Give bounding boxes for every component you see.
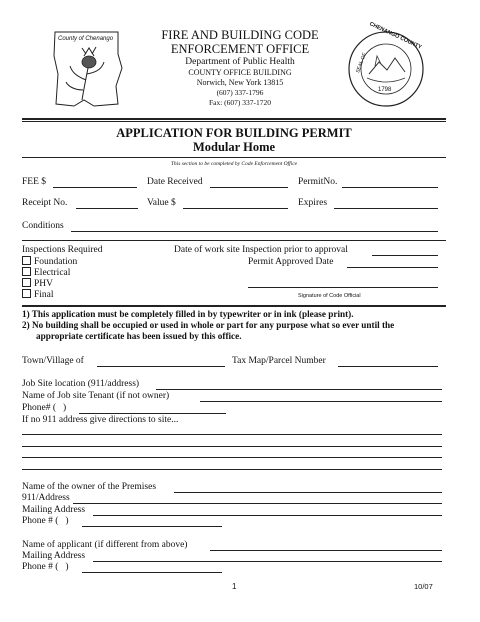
expires-label: Expires (298, 198, 328, 208)
town-label: Town/Village of (22, 356, 84, 366)
job-site-field[interactable] (156, 389, 442, 390)
phone-field[interactable] (79, 413, 226, 414)
phone3-field[interactable] (82, 572, 222, 573)
office-title-line2: ENFORCEMENT OFFICE (170, 42, 310, 56)
worksite-inspection-label: Date of work site Inspection prior to approval (174, 245, 348, 255)
form-title: APPLICATION FOR BUILDING PERMIT (116, 126, 352, 140)
checkbox-icon[interactable] (22, 289, 31, 298)
directions-line-4[interactable] (22, 469, 442, 470)
phone-number: (607) 337-1796 (216, 88, 264, 97)
revision-date: 10/07 (414, 582, 433, 591)
mailing2-label: Mailing Address (22, 551, 86, 561)
office-note: This section to be completed by Code Enforcement Office (170, 161, 298, 167)
receipt-no-label: Receipt No. (22, 198, 68, 208)
city-address: Norwich, New York 13815 (196, 78, 284, 87)
seal-year: 1798 (378, 87, 392, 93)
fax-number: Fax: (607) 337-1720 (208, 98, 272, 107)
applicant-label: Name of applicant (if different from above) (22, 540, 188, 550)
expires-field[interactable] (334, 208, 438, 209)
county-map-label: County of Chenango (58, 36, 114, 42)
tax-map-label: Tax Map/Parcel Number (232, 356, 326, 366)
mailing2-field[interactable] (93, 561, 442, 562)
worksite-inspection-field[interactable] (372, 255, 438, 256)
tenant-label: Name of Job site Tenant (if not owner) (22, 391, 170, 401)
fee-label: FEE $ (22, 177, 47, 187)
office-title-line1: FIRE AND BUILDING CODE (161, 28, 319, 42)
header-divider (22, 118, 446, 120)
permit-no-field[interactable] (342, 187, 438, 188)
seal-prefix: SEAL OF (355, 52, 368, 74)
conditions-field[interactable] (71, 231, 438, 232)
job-site-label: Job Site location (911/address) (22, 379, 140, 389)
department-name: Department of Public Health (185, 57, 295, 67)
inspections-label: Inspections Required (22, 245, 103, 255)
instruction-2: 2) No building shall be occupied or used in whole or part for any purpose what so ever until the (22, 320, 395, 330)
permit-no-label: PermitNo. (298, 177, 338, 187)
town-field[interactable] (97, 366, 225, 367)
inspection-phv[interactable]: PHV (22, 278, 53, 289)
address911-field[interactable] (73, 503, 442, 504)
date-received-field[interactable] (210, 187, 288, 188)
owner-label: Name of the owner of the Premises (22, 482, 157, 492)
mailing-label: Mailing Address (22, 505, 86, 515)
county-seal (347, 21, 425, 108)
owner-field[interactable] (174, 492, 442, 493)
directions-line-1[interactable] (22, 434, 442, 435)
phone-label: Phone# ( ) (22, 403, 67, 413)
checkbox-icon[interactable] (22, 256, 31, 265)
date-received-label: Date Received (147, 177, 203, 187)
value-label: Value $ (147, 198, 176, 208)
phone3-label: Phone # ( ) (22, 562, 69, 572)
phone2-label: Phone # ( ) (22, 516, 69, 526)
directions-line-2[interactable] (22, 446, 442, 447)
inspection-electrical[interactable]: Electrical (22, 267, 70, 278)
tenant-field[interactable] (200, 401, 442, 402)
building-name: COUNTY OFFICE BUILDING (188, 68, 292, 77)
county-map-logo (52, 28, 124, 110)
directions-label: If no 911 address give directions to site... (22, 415, 179, 425)
checkbox-icon[interactable] (22, 278, 31, 287)
instruction-1: 1) This application must be completely filled in by typewriter or in ink (please print). (22, 309, 354, 319)
checkbox-icon[interactable] (22, 267, 31, 276)
directions-line-3[interactable] (22, 457, 442, 458)
inspection-final[interactable]: Final (22, 289, 54, 300)
receipt-no-field[interactable] (76, 208, 138, 209)
applicant-field[interactable] (210, 550, 442, 551)
form-subtitle: Modular Home (192, 140, 276, 154)
page-number: 1 (232, 582, 237, 591)
seal-text: CHENANGO COUNTY (368, 21, 423, 51)
tax-map-field[interactable] (338, 366, 438, 367)
signature-label: Signature of Code Official (298, 293, 361, 299)
conditions-label: Conditions (22, 221, 64, 231)
value-field[interactable] (183, 208, 288, 209)
inspection-foundation[interactable]: Foundation (22, 256, 77, 267)
permit-approved-field[interactable] (347, 267, 438, 268)
mailing-field[interactable] (93, 515, 442, 516)
fee-field[interactable] (53, 187, 137, 188)
permit-approved-label: Permit Approved Date (248, 257, 334, 267)
signature-field[interactable] (248, 287, 438, 288)
instruction-2-cont: appropriate certificate has been issued by this office. (36, 331, 242, 341)
address911-label: 911/Address (22, 493, 70, 503)
phone2-field[interactable] (82, 526, 222, 527)
